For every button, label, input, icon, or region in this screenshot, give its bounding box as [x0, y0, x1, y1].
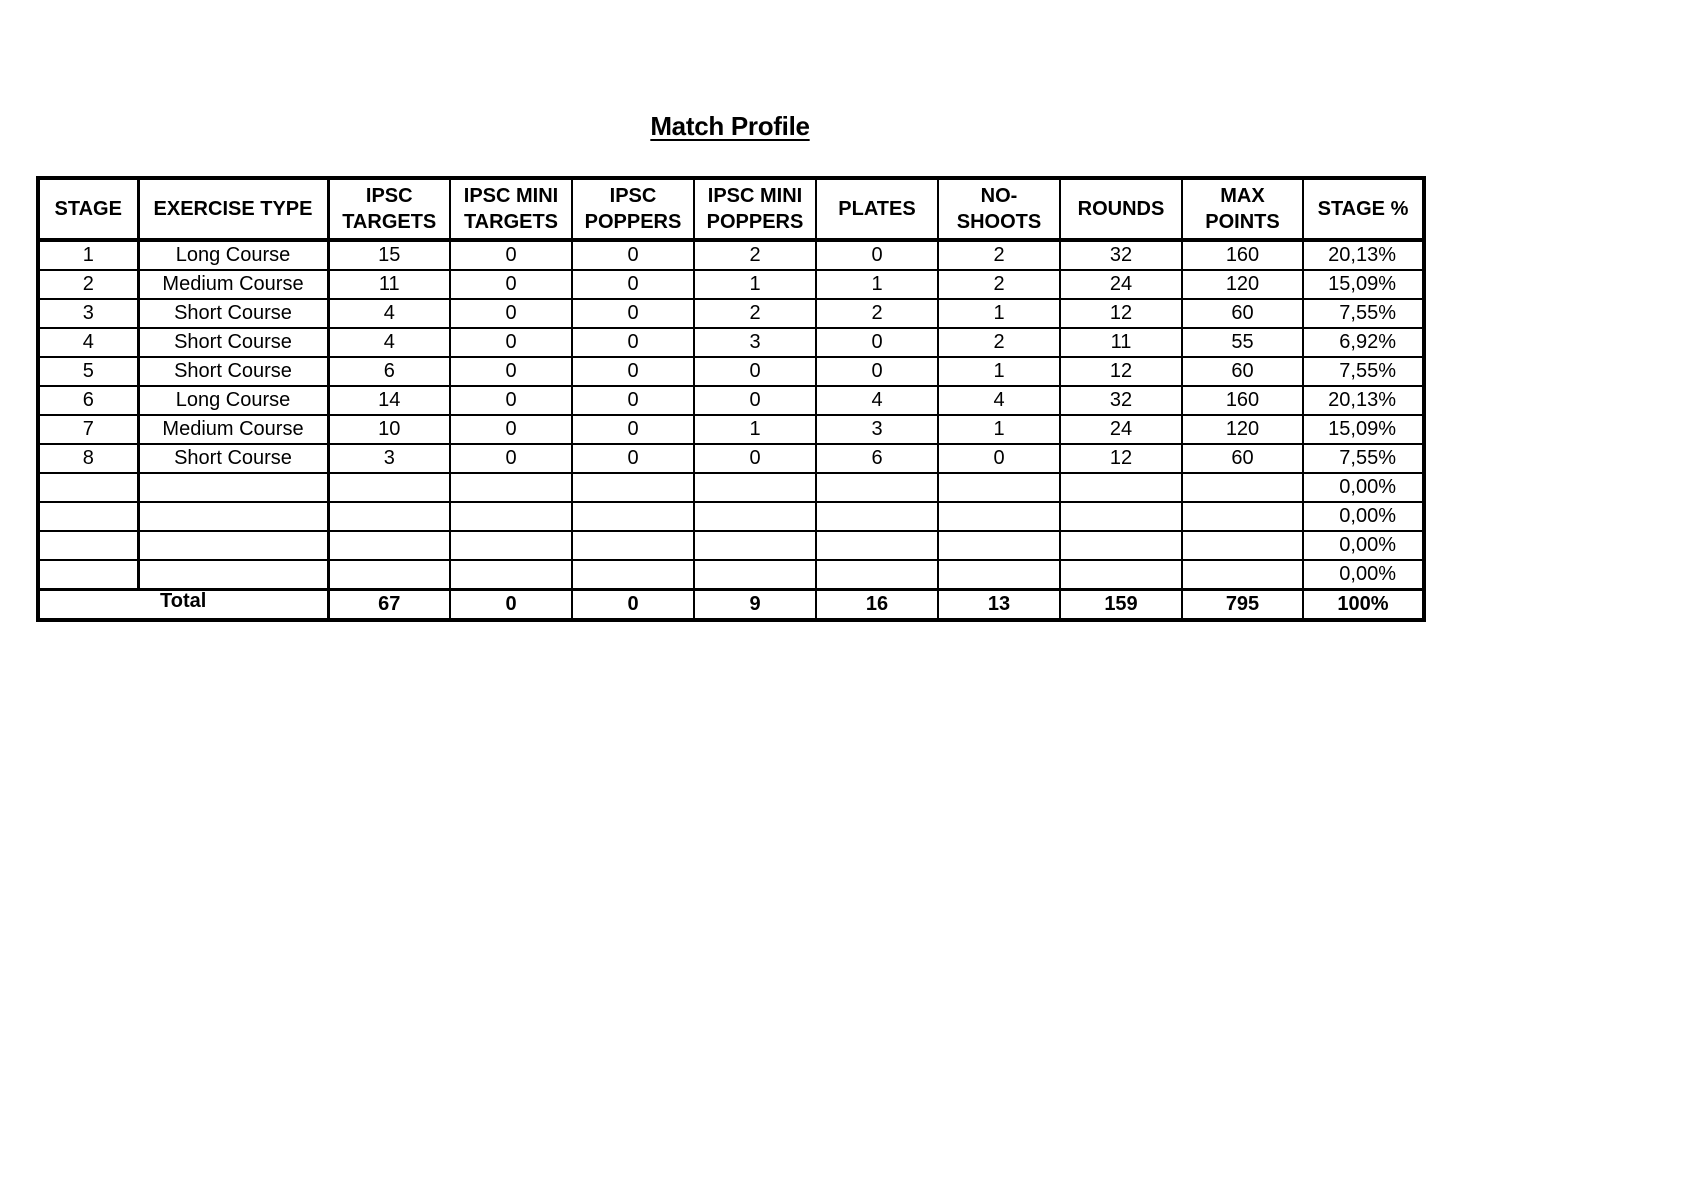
header-max-points: MAX POINTS: [1182, 178, 1303, 240]
cell-ipsc-mini-poppers: 2: [694, 240, 816, 270]
cell-rounds: 24: [1060, 270, 1182, 299]
cell-rounds: 32: [1060, 386, 1182, 415]
cell-max-points: 60: [1182, 444, 1303, 473]
cell-stage-pct: 7,55%: [1303, 444, 1424, 473]
table-row: [38, 386, 1424, 415]
cell-rounds: 11: [1060, 328, 1182, 357]
table-row: [38, 444, 1424, 473]
cell-stage: [38, 531, 138, 560]
header-exercise-type: EXERCISE TYPE: [138, 178, 328, 240]
cell-ipsc-mini-targets: 0: [450, 415, 572, 444]
cell-stage-pct: 0,00%: [1303, 560, 1424, 590]
total-ipsc-poppers: 0: [572, 590, 694, 621]
cell-ipsc-poppers: [572, 531, 694, 560]
cell-ipsc-mini-targets: 0: [450, 444, 572, 473]
cell-stage-pct: 20,13%: [1303, 240, 1424, 270]
cell-no-shoots: 1: [938, 415, 1060, 444]
cell-ipsc-mini-poppers: 0: [694, 386, 816, 415]
cell-ipsc-mini-poppers: [694, 473, 816, 502]
cell-ipsc-targets: [328, 560, 450, 590]
cell-rounds: [1060, 560, 1182, 590]
cell-ipsc-mini-poppers: [694, 502, 816, 531]
cell-ipsc-targets: 10: [328, 415, 450, 444]
total-ipsc-mini-poppers: 9: [694, 590, 816, 621]
cell-exercise-type: Short Course: [138, 357, 328, 386]
cell-no-shoots: 2: [938, 240, 1060, 270]
cell-ipsc-targets: 14: [328, 386, 450, 415]
cell-stage-pct: 7,55%: [1303, 357, 1424, 386]
cell-max-points: 60: [1182, 299, 1303, 328]
cell-ipsc-mini-poppers: 3: [694, 328, 816, 357]
cell-ipsc-poppers: 0: [572, 328, 694, 357]
cell-ipsc-mini-targets: [450, 560, 572, 590]
cell-ipsc-targets: 3: [328, 444, 450, 473]
cell-no-shoots: [938, 531, 1060, 560]
cell-exercise-type: [138, 531, 328, 560]
cell-exercise-type: Medium Course: [138, 415, 328, 444]
cell-plates: [816, 502, 938, 531]
cell-ipsc-targets: 6: [328, 357, 450, 386]
header-ipsc-mini-poppers: IPSC MINI POPPERS: [694, 178, 816, 240]
cell-rounds: 12: [1060, 444, 1182, 473]
table-row: [38, 328, 1424, 357]
cell-plates: 3: [816, 415, 938, 444]
cell-ipsc-mini-targets: 0: [450, 328, 572, 357]
cell-exercise-type: Short Course: [138, 444, 328, 473]
header-stage-pct: STAGE %: [1303, 178, 1424, 240]
cell-rounds: 12: [1060, 357, 1182, 386]
header-row: [38, 178, 1424, 240]
cell-no-shoots: 0: [938, 444, 1060, 473]
cell-exercise-type: Short Course: [138, 299, 328, 328]
cell-plates: 1: [816, 270, 938, 299]
cell-ipsc-mini-poppers: 1: [694, 270, 816, 299]
totals-row: [38, 590, 1424, 621]
total-label: Total: [38, 590, 328, 621]
cell-exercise-type: [138, 502, 328, 531]
total-plates: 16: [816, 590, 938, 621]
cell-ipsc-targets: 15: [328, 240, 450, 270]
cell-no-shoots: 4: [938, 386, 1060, 415]
cell-rounds: [1060, 473, 1182, 502]
cell-ipsc-poppers: 0: [572, 444, 694, 473]
cell-exercise-type: [138, 473, 328, 502]
cell-rounds: [1060, 502, 1182, 531]
match-profile-table: [36, 176, 1426, 622]
table-body: [38, 240, 1424, 590]
cell-max-points: [1182, 531, 1303, 560]
cell-max-points: 120: [1182, 415, 1303, 444]
cell-ipsc-mini-targets: [450, 502, 572, 531]
table-row: [38, 240, 1424, 270]
cell-no-shoots: [938, 502, 1060, 531]
cell-rounds: 32: [1060, 240, 1182, 270]
cell-ipsc-mini-poppers: [694, 560, 816, 590]
cell-stage: 4: [38, 328, 138, 357]
table-footer: [38, 590, 1424, 621]
cell-stage-pct: 15,09%: [1303, 270, 1424, 299]
cell-ipsc-mini-targets: [450, 531, 572, 560]
cell-exercise-type: Short Course: [138, 328, 328, 357]
table-row: [38, 415, 1424, 444]
cell-ipsc-mini-poppers: 0: [694, 357, 816, 386]
cell-ipsc-mini-poppers: [694, 531, 816, 560]
cell-ipsc-poppers: 0: [572, 299, 694, 328]
cell-exercise-type: Medium Course: [138, 270, 328, 299]
cell-ipsc-targets: 11: [328, 270, 450, 299]
table-row: [38, 502, 1424, 531]
page-title: Match Profile: [650, 111, 810, 141]
cell-ipsc-mini-poppers: 2: [694, 299, 816, 328]
cell-max-points: 160: [1182, 240, 1303, 270]
cell-plates: [816, 473, 938, 502]
cell-ipsc-targets: [328, 502, 450, 531]
cell-plates: 0: [816, 357, 938, 386]
cell-ipsc-targets: 4: [328, 328, 450, 357]
cell-plates: 6: [816, 444, 938, 473]
cell-max-points: [1182, 473, 1303, 502]
cell-stage-pct: 0,00%: [1303, 502, 1424, 531]
cell-ipsc-targets: 4: [328, 299, 450, 328]
cell-max-points: 160: [1182, 386, 1303, 415]
cell-ipsc-poppers: [572, 560, 694, 590]
cell-max-points: 120: [1182, 270, 1303, 299]
header-stage: STAGE: [38, 178, 138, 240]
cell-stage-pct: 7,55%: [1303, 299, 1424, 328]
cell-rounds: 12: [1060, 299, 1182, 328]
cell-exercise-type: Long Course: [138, 386, 328, 415]
cell-no-shoots: [938, 560, 1060, 590]
cell-ipsc-mini-targets: 0: [450, 270, 572, 299]
cell-ipsc-poppers: 0: [572, 415, 694, 444]
total-stage-pct: 100%: [1303, 590, 1424, 621]
cell-ipsc-poppers: 0: [572, 240, 694, 270]
cell-no-shoots: 2: [938, 270, 1060, 299]
cell-ipsc-mini-targets: [450, 473, 572, 502]
total-no-shoots: 13: [938, 590, 1060, 621]
cell-no-shoots: 1: [938, 299, 1060, 328]
cell-max-points: [1182, 502, 1303, 531]
cell-ipsc-mini-poppers: 1: [694, 415, 816, 444]
total-ipsc-targets: 67: [328, 590, 450, 621]
header-ipsc-targets: IPSC TARGETS: [328, 178, 450, 240]
header-ipsc-poppers: IPSC POPPERS: [572, 178, 694, 240]
cell-ipsc-mini-targets: 0: [450, 357, 572, 386]
table-row: [38, 531, 1424, 560]
header-no-shoots: NO-SHOOTS: [938, 178, 1060, 240]
cell-no-shoots: [938, 473, 1060, 502]
cell-ipsc-poppers: 0: [572, 357, 694, 386]
header-rounds: ROUNDS: [1060, 178, 1182, 240]
cell-stage: 2: [38, 270, 138, 299]
cell-ipsc-targets: [328, 531, 450, 560]
total-ipsc-mini-targets: 0: [450, 590, 572, 621]
cell-no-shoots: 1: [938, 357, 1060, 386]
cell-stage: 3: [38, 299, 138, 328]
cell-stage: 7: [38, 415, 138, 444]
cell-stage: [38, 502, 138, 531]
table-row: [38, 299, 1424, 328]
cell-plates: [816, 531, 938, 560]
table-row: [38, 357, 1424, 386]
cell-stage: [38, 560, 138, 590]
cell-stage: [38, 473, 138, 502]
cell-exercise-type: [138, 560, 328, 590]
cell-rounds: [1060, 531, 1182, 560]
table-row: [38, 270, 1424, 299]
cell-stage: 6: [38, 386, 138, 415]
cell-exercise-type: Long Course: [138, 240, 328, 270]
cell-ipsc-mini-poppers: 0: [694, 444, 816, 473]
cell-stage-pct: 0,00%: [1303, 473, 1424, 502]
cell-stage: 8: [38, 444, 138, 473]
table-row: [38, 560, 1424, 590]
cell-ipsc-targets: [328, 473, 450, 502]
cell-plates: 4: [816, 386, 938, 415]
header-plates: PLATES: [816, 178, 938, 240]
cell-ipsc-mini-targets: 0: [450, 240, 572, 270]
cell-ipsc-poppers: 0: [572, 386, 694, 415]
cell-stage-pct: 6,92%: [1303, 328, 1424, 357]
cell-stage: 1: [38, 240, 138, 270]
total-rounds: 159: [1060, 590, 1182, 621]
cell-plates: 0: [816, 240, 938, 270]
cell-ipsc-poppers: [572, 502, 694, 531]
cell-ipsc-mini-targets: 0: [450, 299, 572, 328]
cell-max-points: 55: [1182, 328, 1303, 357]
total-max-points: 795: [1182, 590, 1303, 621]
cell-ipsc-mini-targets: 0: [450, 386, 572, 415]
cell-plates: 2: [816, 299, 938, 328]
cell-max-points: [1182, 560, 1303, 590]
table-row: [38, 473, 1424, 502]
cell-plates: 0: [816, 328, 938, 357]
cell-stage-pct: 20,13%: [1303, 386, 1424, 415]
cell-stage-pct: 0,00%: [1303, 531, 1424, 560]
cell-stage: 5: [38, 357, 138, 386]
cell-plates: [816, 560, 938, 590]
cell-stage-pct: 15,09%: [1303, 415, 1424, 444]
table-header: [38, 178, 1424, 240]
cell-no-shoots: 2: [938, 328, 1060, 357]
header-ipsc-mini-targets: IPSC MINI TARGETS: [450, 178, 572, 240]
cell-max-points: 60: [1182, 357, 1303, 386]
cell-rounds: 24: [1060, 415, 1182, 444]
cell-ipsc-poppers: [572, 473, 694, 502]
cell-ipsc-poppers: 0: [572, 270, 694, 299]
